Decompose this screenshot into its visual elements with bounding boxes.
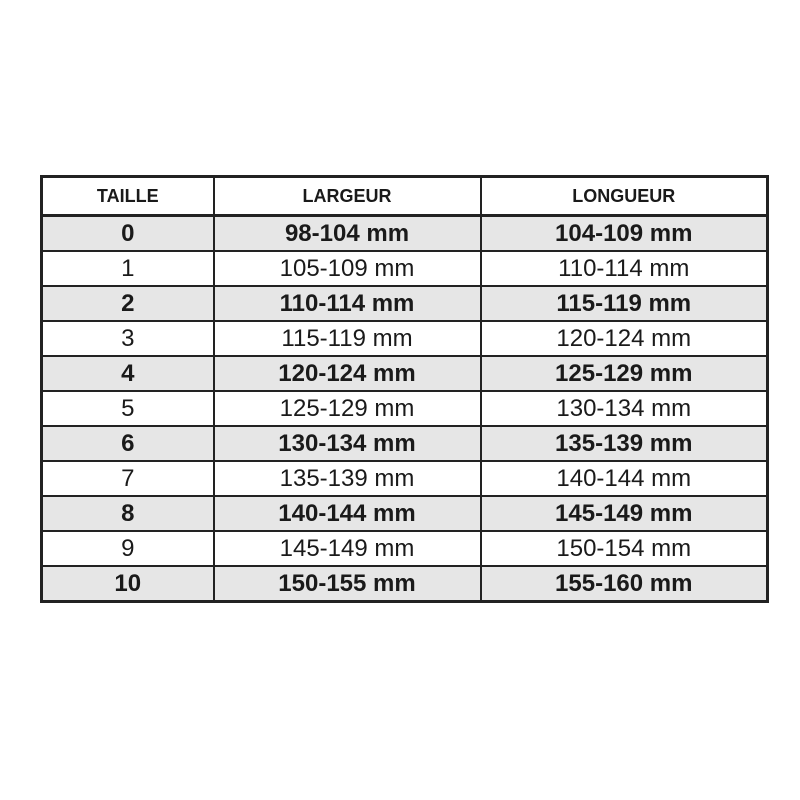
table-row [42, 251, 768, 286]
cell-longueur: 135-139 mm [481, 426, 768, 461]
table-row [42, 286, 768, 321]
header-longueur: LONGUEUR [481, 177, 768, 216]
cell-taille: 3 [42, 321, 214, 356]
table-row [42, 461, 768, 496]
cell-longueur: 125-129 mm [481, 356, 768, 391]
cell-taille: 1 [42, 251, 214, 286]
size-chart-table [40, 175, 769, 603]
header-taille: TAILLE [42, 177, 214, 216]
cell-largeur: 130-134 mm [214, 426, 481, 461]
header-largeur: LARGEUR [214, 177, 481, 216]
table-row [42, 531, 768, 566]
cell-largeur: 125-129 mm [214, 391, 481, 426]
cell-taille: 10 [42, 566, 214, 602]
table-row [42, 426, 768, 461]
cell-longueur: 130-134 mm [481, 391, 768, 426]
cell-taille: 7 [42, 461, 214, 496]
cell-taille: 8 [42, 496, 214, 531]
cell-largeur: 98-104 mm [214, 216, 481, 252]
table-row [42, 496, 768, 531]
table-row [42, 391, 768, 426]
cell-longueur: 150-154 mm [481, 531, 768, 566]
table-row [42, 216, 768, 252]
cell-longueur: 110-114 mm [481, 251, 768, 286]
cell-longueur: 120-124 mm [481, 321, 768, 356]
cell-largeur: 110-114 mm [214, 286, 481, 321]
cell-largeur: 150-155 mm [214, 566, 481, 602]
cell-taille: 0 [42, 216, 214, 252]
table-row [42, 566, 768, 602]
header-row [42, 177, 768, 216]
cell-taille: 9 [42, 531, 214, 566]
cell-longueur: 104-109 mm [481, 216, 768, 252]
cell-largeur: 145-149 mm [214, 531, 481, 566]
cell-longueur: 155-160 mm [481, 566, 768, 602]
cell-largeur: 140-144 mm [214, 496, 481, 531]
cell-longueur: 115-119 mm [481, 286, 768, 321]
table-row [42, 321, 768, 356]
cell-largeur: 115-119 mm [214, 321, 481, 356]
cell-taille: 6 [42, 426, 214, 461]
cell-longueur: 145-149 mm [481, 496, 768, 531]
table-header [42, 177, 768, 216]
cell-taille: 2 [42, 286, 214, 321]
cell-longueur: 140-144 mm [481, 461, 768, 496]
cell-largeur: 120-124 mm [214, 356, 481, 391]
cell-taille: 4 [42, 356, 214, 391]
cell-largeur: 135-139 mm [214, 461, 481, 496]
table-row [42, 356, 768, 391]
table-body [42, 216, 768, 602]
cell-largeur: 105-109 mm [214, 251, 481, 286]
cell-taille: 5 [42, 391, 214, 426]
